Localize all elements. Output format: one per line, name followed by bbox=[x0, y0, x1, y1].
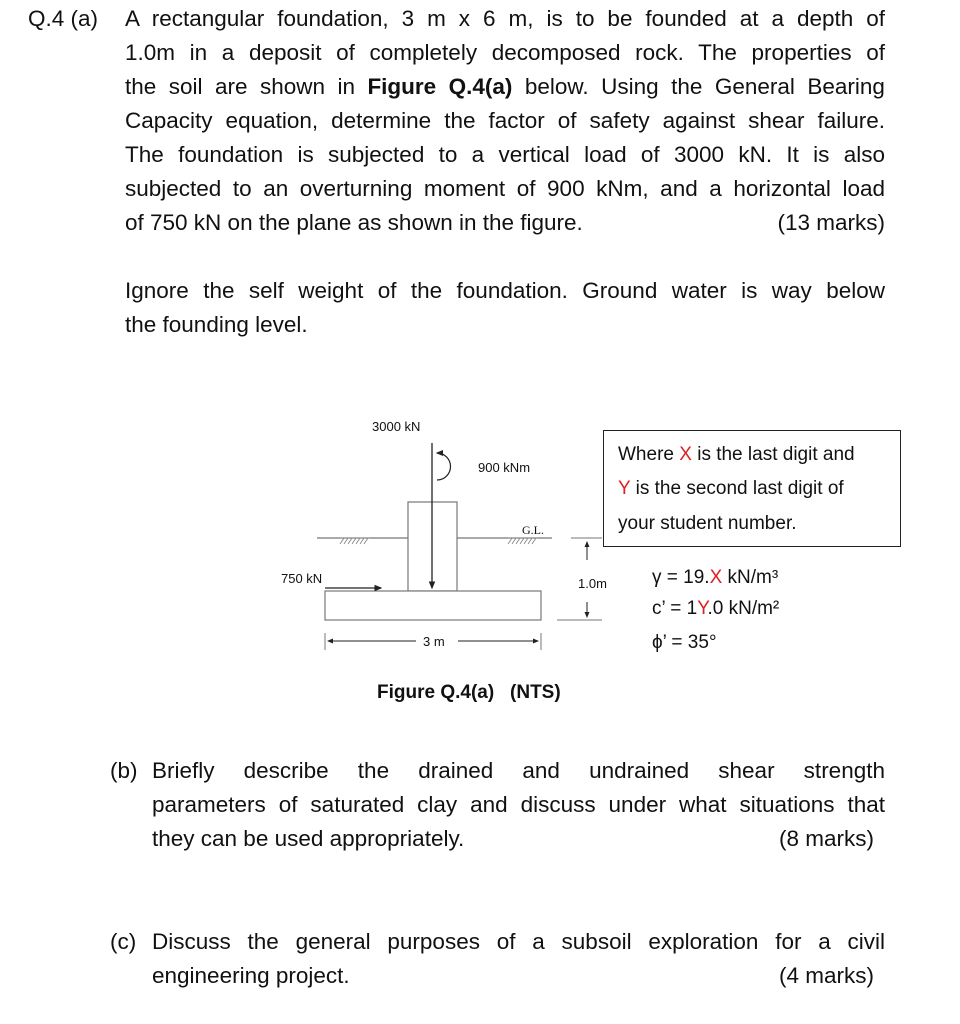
moment-arrow bbox=[437, 453, 450, 480]
part-b-marks: (8 marks) bbox=[779, 826, 874, 851]
part-a-line-4: Capacity equation, determine the factor of safety against shear failure. bbox=[125, 108, 885, 133]
depth-label: 1.0m bbox=[578, 576, 607, 591]
part-a-line-5: The foundation is subjected to a vertical load of 3000 kN. It is also bbox=[125, 142, 885, 167]
part-b-label: (b) bbox=[110, 758, 138, 783]
ground-level-label: G.L. bbox=[522, 523, 544, 537]
note-line-3: your student number. bbox=[618, 513, 797, 534]
part-a-note-line-1: Ignore the self weight of the foundation. Ground water is way below bbox=[125, 278, 885, 303]
vertical-load-label: 3000 kN bbox=[372, 419, 421, 434]
param-gamma: γ = 19.X kN/m³ bbox=[652, 567, 779, 588]
question-label: Q.4 bbox=[28, 6, 65, 31]
footing bbox=[325, 591, 541, 620]
width-label: 3 m bbox=[423, 634, 445, 649]
figure-caption: Figure Q.4(a) (NTS) bbox=[377, 682, 561, 703]
part-b-line-2: parameters of saturated clay and discuss under what situations that bbox=[152, 792, 885, 817]
figure-reference: Figure Q.4(a) bbox=[367, 74, 513, 99]
part-a-note-line-2: the founding level. bbox=[125, 312, 308, 337]
soil-hatch-left-icon bbox=[340, 538, 370, 544]
note-line-2: Y is the second last digit of bbox=[618, 478, 844, 499]
moment-label: 900 kNm bbox=[478, 460, 531, 475]
variable-x: X bbox=[679, 444, 692, 465]
part-b-text bbox=[152, 754, 885, 856]
horizontal-load-label: 750 kN bbox=[281, 571, 323, 586]
part-a-line-7: of 750 kN on the plane as shown in the figure. (13 marks) bbox=[125, 206, 885, 240]
note-line-1: Where X is the last digit and bbox=[618, 444, 855, 465]
part-a-line-1: A rectangular foundation, 3 m x 6 m, is to be founded at a depth of bbox=[125, 6, 885, 31]
variable-y: Y bbox=[618, 478, 631, 499]
part-a-marks: (13 marks) bbox=[777, 210, 885, 235]
part-a-line-3: the soil are shown in Figure Q.4(a) below. Using the General Bearing bbox=[125, 74, 885, 99]
part-a-line-6: subjected to an overturning moment of 900 kNm, and a horizontal load bbox=[125, 176, 885, 201]
part-a-label: (a) bbox=[70, 6, 99, 31]
part-a-line-2: 1.0m in a deposit of completely decomposed rock. The properties of bbox=[125, 40, 885, 65]
soil-hatch-right-icon bbox=[508, 538, 538, 544]
part-c-line-2: engineering project. (4 marks) bbox=[152, 959, 874, 993]
part-c-label: (c) bbox=[110, 929, 137, 954]
part-b-line-1: Briefly describe the drained and undrained shear strength bbox=[152, 758, 885, 783]
part-c-line-1: Discuss the general purposes of a subsoil exploration for a civil bbox=[152, 929, 885, 954]
part-c-text bbox=[152, 925, 885, 993]
student-number-note bbox=[603, 430, 901, 547]
part-b-line-3: they can be used appropriately. (8 marks) bbox=[152, 822, 874, 856]
param-friction-angle: ϕ’ = 35° bbox=[652, 632, 717, 653]
param-cohesion: c’ = 1Y.0 kN/m² bbox=[652, 598, 780, 619]
part-c-marks: (4 marks) bbox=[779, 963, 874, 988]
